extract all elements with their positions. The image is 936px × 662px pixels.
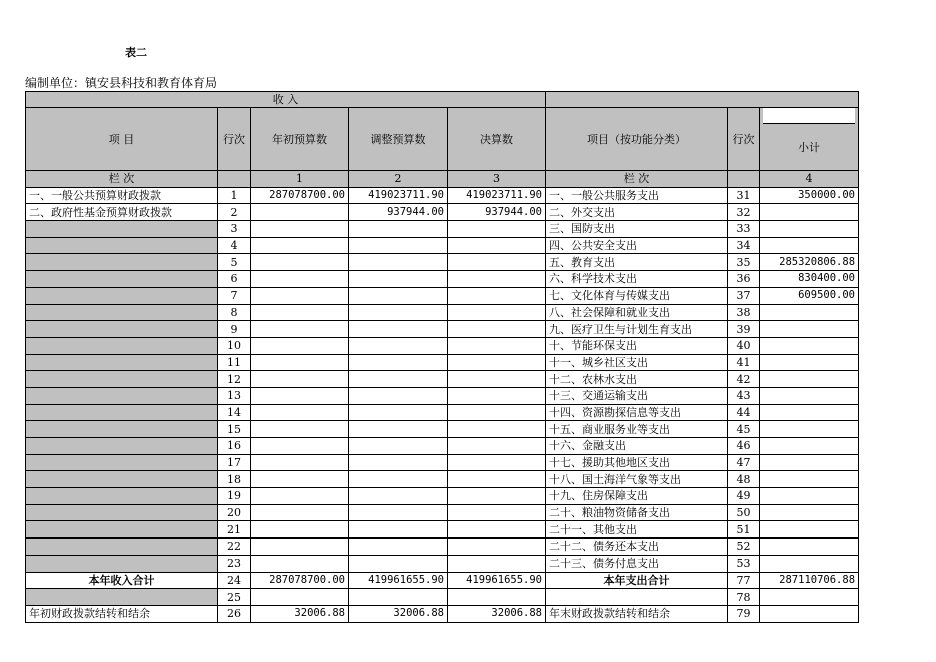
income-row-no: 10: [218, 337, 251, 354]
expenditure-item: [546, 589, 728, 606]
final-amount-value: [448, 404, 546, 421]
closing-balance-label: 年末财政拨款结转和结余: [546, 605, 728, 622]
table-row: [26, 271, 859, 288]
final-amount-value: [448, 321, 546, 338]
initial-budget-value: [251, 538, 349, 555]
income-item: [26, 304, 218, 321]
subtotal-value: [760, 404, 859, 421]
income-row-no: 25: [218, 589, 251, 606]
income-item: [26, 221, 218, 238]
header-initial-budget: 年初预算数: [251, 108, 349, 171]
final-amount-value: [448, 538, 546, 555]
final-amount-value: [448, 371, 546, 388]
income-row-no: 13: [218, 387, 251, 404]
expenditure-row-no: 33: [728, 221, 760, 238]
subtotal-value: [760, 337, 859, 354]
expenditure-item: 二、外交支出: [546, 204, 728, 221]
table-row: [26, 555, 859, 572]
total-income-row-no: 24: [218, 572, 251, 589]
expenditure-item: 八、社会保障和就业支出: [546, 304, 728, 321]
expenditure-row-no: 47: [728, 454, 760, 471]
adjusted-budget-value: [349, 221, 448, 238]
total-subtotal: 287110706.88: [760, 572, 859, 589]
expenditure-item: 七、文化体育与传媒支出: [546, 287, 728, 304]
expenditure-row-no: 44: [728, 404, 760, 421]
table-row: [26, 187, 859, 204]
expenditure-row-no: 36: [728, 271, 760, 288]
income-item: [26, 287, 218, 304]
final-amount-value: [448, 271, 546, 288]
income-item-blank: [26, 589, 218, 606]
document-title: 表二: [125, 46, 147, 59]
initial-budget-value: [251, 555, 349, 572]
income-item: [26, 521, 218, 538]
subtotal-value: [760, 589, 859, 606]
budget-sheet: [25, 91, 858, 621]
table-row: [26, 287, 859, 304]
column-index-4: 4: [760, 171, 859, 188]
income-group-header: 收 入: [26, 92, 546, 108]
income-row-no: 20: [218, 504, 251, 521]
subtotal-value: [760, 538, 859, 555]
final-amount-value: [448, 287, 546, 304]
final-amount-value: 937944.00: [448, 204, 546, 221]
table-row: [26, 538, 859, 555]
adjusted-budget-value: [349, 488, 448, 505]
income-row-no: 1: [218, 187, 251, 204]
income-row-no: 2: [218, 204, 251, 221]
adjusted-budget-value: [349, 555, 448, 572]
income-row-no: 9: [218, 321, 251, 338]
expenditure-item: 十五、商业服务业等支出: [546, 421, 728, 438]
subtotal-value: [760, 454, 859, 471]
column-index-row: [26, 171, 859, 188]
initial-budget-value: [251, 237, 349, 254]
column-index-1: 1: [251, 171, 349, 188]
opening-balance-label: 年初财政拨款结转和结余: [26, 605, 218, 622]
subtotal-value: 350000.00: [760, 187, 859, 204]
income-row-no: 15: [218, 421, 251, 438]
expenditure-item: 十三、交通运输支出: [546, 387, 728, 404]
adjusted-budget-value: [349, 304, 448, 321]
initial-budget-value: [251, 321, 349, 338]
final-amount-value: [448, 589, 546, 606]
income-row-no: 5: [218, 254, 251, 271]
income-item: [26, 438, 218, 455]
total-initial-budget: 287078700.00: [251, 572, 349, 589]
expenditure-item: 二十二、债务还本支出: [546, 538, 728, 555]
expenditure-row-no: 32: [728, 204, 760, 221]
table-row: [26, 387, 859, 404]
closing-balance-row-no: 79: [728, 605, 760, 622]
initial-budget-value: [251, 371, 349, 388]
column-index-label-right: 栏 次: [546, 171, 728, 188]
expenditure-item: 二十、粮油物资储备支出: [546, 504, 728, 521]
income-item: [26, 504, 218, 521]
subtotal-value: [760, 438, 859, 455]
subtotal-value: [760, 471, 859, 488]
adjusted-budget-value: 937944.00: [349, 204, 448, 221]
total-adjusted-budget: 419961655.90: [349, 572, 448, 589]
adjusted-budget-value: [349, 454, 448, 471]
initial-budget-value: [251, 221, 349, 238]
header-row-no: 行次: [218, 108, 251, 171]
initial-budget-value: [251, 589, 349, 606]
expenditure-row-no: 50: [728, 504, 760, 521]
income-row-no: 4: [218, 237, 251, 254]
income-item: [26, 387, 218, 404]
adjusted-budget-value: [349, 589, 448, 606]
expenditure-row-no: 45: [728, 421, 760, 438]
subtotal-value: [760, 221, 859, 238]
subtotal-value: [760, 371, 859, 388]
adjusted-budget-value: [349, 504, 448, 521]
expenditure-row-no: 43: [728, 387, 760, 404]
adjusted-budget-value: [349, 371, 448, 388]
expenditure-item: 五、教育支出: [546, 254, 728, 271]
adjusted-budget-value: [349, 254, 448, 271]
initial-budget-value: [251, 354, 349, 371]
final-amount-value: [448, 521, 546, 538]
expenditure-row-no: 40: [728, 337, 760, 354]
column-index-3: 3: [448, 171, 546, 188]
expenditure-item: 四、公共安全支出: [546, 237, 728, 254]
table-row: [26, 337, 859, 354]
subtotal-value: [760, 521, 859, 538]
final-amount-value: [448, 504, 546, 521]
final-amount-value: [448, 304, 546, 321]
expenditure-item: 十七、援助其他地区支出: [546, 454, 728, 471]
table-row: [26, 471, 859, 488]
opening-adjusted-budget: 32006.88: [349, 605, 448, 622]
initial-budget-value: [251, 438, 349, 455]
income-item: [26, 271, 218, 288]
income-item: [26, 421, 218, 438]
initial-budget-value: [251, 471, 349, 488]
table-row: [26, 589, 859, 606]
subtotal-value: [760, 504, 859, 521]
expenditure-item: 十一、城乡社区支出: [546, 354, 728, 371]
initial-budget-value: [251, 454, 349, 471]
header-subtotal-cell: [760, 108, 859, 171]
table-row: [26, 321, 859, 338]
expenditure-item: 十四、资源勘探信息等支出: [546, 404, 728, 421]
initial-budget-value: [251, 421, 349, 438]
subtotal-value: [760, 387, 859, 404]
expenditure-row-no: 78: [728, 589, 760, 606]
income-row-no: 18: [218, 471, 251, 488]
expenditure-row-no: 53: [728, 555, 760, 572]
table-row: [26, 454, 859, 471]
income-item: [26, 371, 218, 388]
adjusted-budget-value: [349, 271, 448, 288]
income-item: 二、政府性基金预算财政拨款: [26, 204, 218, 221]
header-adjusted-budget: 调整预算数: [349, 108, 448, 171]
table-row: [26, 221, 859, 238]
adjusted-budget-value: [349, 321, 448, 338]
adjusted-budget-value: [349, 354, 448, 371]
column-index-blank: [218, 171, 251, 188]
final-amount-value: [448, 555, 546, 572]
income-item: [26, 354, 218, 371]
expenditure-item: 十六、金融支出: [546, 438, 728, 455]
expenditure-item: 十二、农林水支出: [546, 371, 728, 388]
income-item: [26, 254, 218, 271]
initial-budget-value: [251, 387, 349, 404]
expenditure-item: 六、科学技术支出: [546, 271, 728, 288]
expenditure-item: 十九、住房保障支出: [546, 488, 728, 505]
income-item: [26, 555, 218, 572]
income-row-no: 19: [218, 488, 251, 505]
adjusted-budget-value: [349, 521, 448, 538]
reporting-unit: 编制单位：镇安县科技和教育体育局: [25, 76, 218, 90]
adjusted-budget-value: [349, 287, 448, 304]
adjusted-budget-value: [349, 538, 448, 555]
income-item: [26, 454, 218, 471]
column-header-row: [26, 108, 859, 171]
total-final-amount: 419961655.90: [448, 572, 546, 589]
final-amount-value: [448, 337, 546, 354]
final-amount-value: [448, 438, 546, 455]
income-item: [26, 237, 218, 254]
final-amount-value: [448, 488, 546, 505]
expenditure-group-header: [546, 92, 859, 108]
closing-balance-subtotal: [760, 605, 859, 622]
expenditure-item: 九、医疗卫生与计划生育支出: [546, 321, 728, 338]
expenditure-row-no: 35: [728, 254, 760, 271]
expenditure-row-no: 51: [728, 521, 760, 538]
income-row-no: 12: [218, 371, 251, 388]
expenditure-row-no: 37: [728, 287, 760, 304]
initial-budget-value: [251, 271, 349, 288]
income-item: 一、一般公共预算财政拨款: [26, 187, 218, 204]
subtotal-value: [760, 421, 859, 438]
income-item: [26, 471, 218, 488]
opening-initial-budget: 32006.88: [251, 605, 349, 622]
expenditure-item: 二十一、其他支出: [546, 521, 728, 538]
opening-balance-row-no: 26: [218, 605, 251, 622]
table-row: [26, 204, 859, 221]
initial-budget-value: [251, 287, 349, 304]
income-row-no: 8: [218, 304, 251, 321]
table-row: [26, 421, 859, 438]
subtotal-value: 830400.00: [760, 271, 859, 288]
initial-budget-value: [251, 488, 349, 505]
subtotal-value: [760, 304, 859, 321]
table-row: [26, 254, 859, 271]
initial-budget-value: [251, 504, 349, 521]
initial-budget-value: [251, 204, 349, 221]
income-row-no: 16: [218, 438, 251, 455]
initial-budget-value: [251, 337, 349, 354]
expenditure-item: 二十三、债务付息支出: [546, 555, 728, 572]
income-row-no: 21: [218, 521, 251, 538]
adjusted-budget-value: [349, 471, 448, 488]
header-expenditure-row-no: 行次: [728, 108, 760, 171]
expenditure-item: 十八、国土海洋气象等支出: [546, 471, 728, 488]
subtotal-value: [760, 488, 859, 505]
table-row: [26, 354, 859, 371]
adjusted-budget-value: [349, 421, 448, 438]
income-row-no: 14: [218, 404, 251, 421]
adjusted-budget-value: [349, 387, 448, 404]
initial-budget-value: [251, 254, 349, 271]
subtotal-value: 609500.00: [760, 287, 859, 304]
final-amount-value: [448, 254, 546, 271]
header-expenditure-item: 项目（按功能分类）: [546, 108, 728, 171]
expenditure-row-no: 39: [728, 321, 760, 338]
column-index-blank-right: [728, 171, 760, 188]
expenditure-item: 一、一般公共服务支出: [546, 187, 728, 204]
expenditure-row-no: 41: [728, 354, 760, 371]
subtotal-value: [760, 321, 859, 338]
table-row: [26, 521, 859, 538]
income-row-no: 22: [218, 538, 251, 555]
expenditure-row-no: 42: [728, 371, 760, 388]
final-amount-value: [448, 454, 546, 471]
income-row-no: 3: [218, 221, 251, 238]
subtotal-value: [760, 555, 859, 572]
expenditure-item: 十、节能环保支出: [546, 337, 728, 354]
carry-over-row: [26, 605, 859, 622]
income-row-no: 11: [218, 354, 251, 371]
total-expenditure-label: 本年支出合计: [546, 572, 728, 589]
table-row: [26, 304, 859, 321]
subtotal-value: [760, 237, 859, 254]
expenditure-row-no: 46: [728, 438, 760, 455]
table-row: [26, 371, 859, 388]
subtotal-value: 285320806.88: [760, 254, 859, 271]
adjusted-budget-value: [349, 438, 448, 455]
expenditure-row-no: 49: [728, 488, 760, 505]
expenditure-item: 三、国防支出: [546, 221, 728, 238]
income-row-no: 7: [218, 287, 251, 304]
adjusted-budget-value: [349, 237, 448, 254]
subtotal-blank-band: [763, 108, 855, 124]
adjusted-budget-value: [349, 404, 448, 421]
subtotal-value: [760, 354, 859, 371]
final-amount-value: 419023711.90: [448, 187, 546, 204]
income-item: [26, 488, 218, 505]
final-amount-value: [448, 237, 546, 254]
final-amount-value: [448, 471, 546, 488]
header-subtotal: 小计: [798, 141, 820, 154]
total-row: [26, 572, 859, 589]
expenditure-row-no: 48: [728, 471, 760, 488]
income-row-no: 17: [218, 454, 251, 471]
income-item: [26, 337, 218, 354]
total-income-label: 本年收入合计: [26, 572, 218, 589]
table-row: [26, 488, 859, 505]
income-item: [26, 404, 218, 421]
adjusted-budget-value: [349, 337, 448, 354]
expenditure-row-no: 52: [728, 538, 760, 555]
income-row-no: 23: [218, 555, 251, 572]
table-row: [26, 404, 859, 421]
header-item: 项 目: [26, 108, 218, 171]
income-group-header-row: [26, 92, 859, 108]
final-amount-value: [448, 421, 546, 438]
initial-budget-value: [251, 304, 349, 321]
table-row: [26, 504, 859, 521]
expenditure-row-no: 34: [728, 237, 760, 254]
total-expenditure-row-no: 77: [728, 572, 760, 589]
income-row-no: 6: [218, 271, 251, 288]
final-amount-value: [448, 387, 546, 404]
header-final-amount: 决算数: [448, 108, 546, 171]
initial-budget-value: [251, 404, 349, 421]
table-row: [26, 438, 859, 455]
expenditure-row-no: 38: [728, 304, 760, 321]
initial-budget-value: 287078700.00: [251, 187, 349, 204]
final-amount-value: [448, 221, 546, 238]
budget-table: [25, 91, 859, 623]
income-item: [26, 321, 218, 338]
final-amount-value: [448, 354, 546, 371]
subtotal-value: [760, 204, 859, 221]
opening-final-amount: 32006.88: [448, 605, 546, 622]
adjusted-budget-value: 419023711.90: [349, 187, 448, 204]
initial-budget-value: [251, 521, 349, 538]
income-item: [26, 538, 218, 555]
column-index-label-left: 栏 次: [26, 171, 218, 188]
expenditure-row-no: 31: [728, 187, 760, 204]
table-row: [26, 237, 859, 254]
column-index-2: 2: [349, 171, 448, 188]
